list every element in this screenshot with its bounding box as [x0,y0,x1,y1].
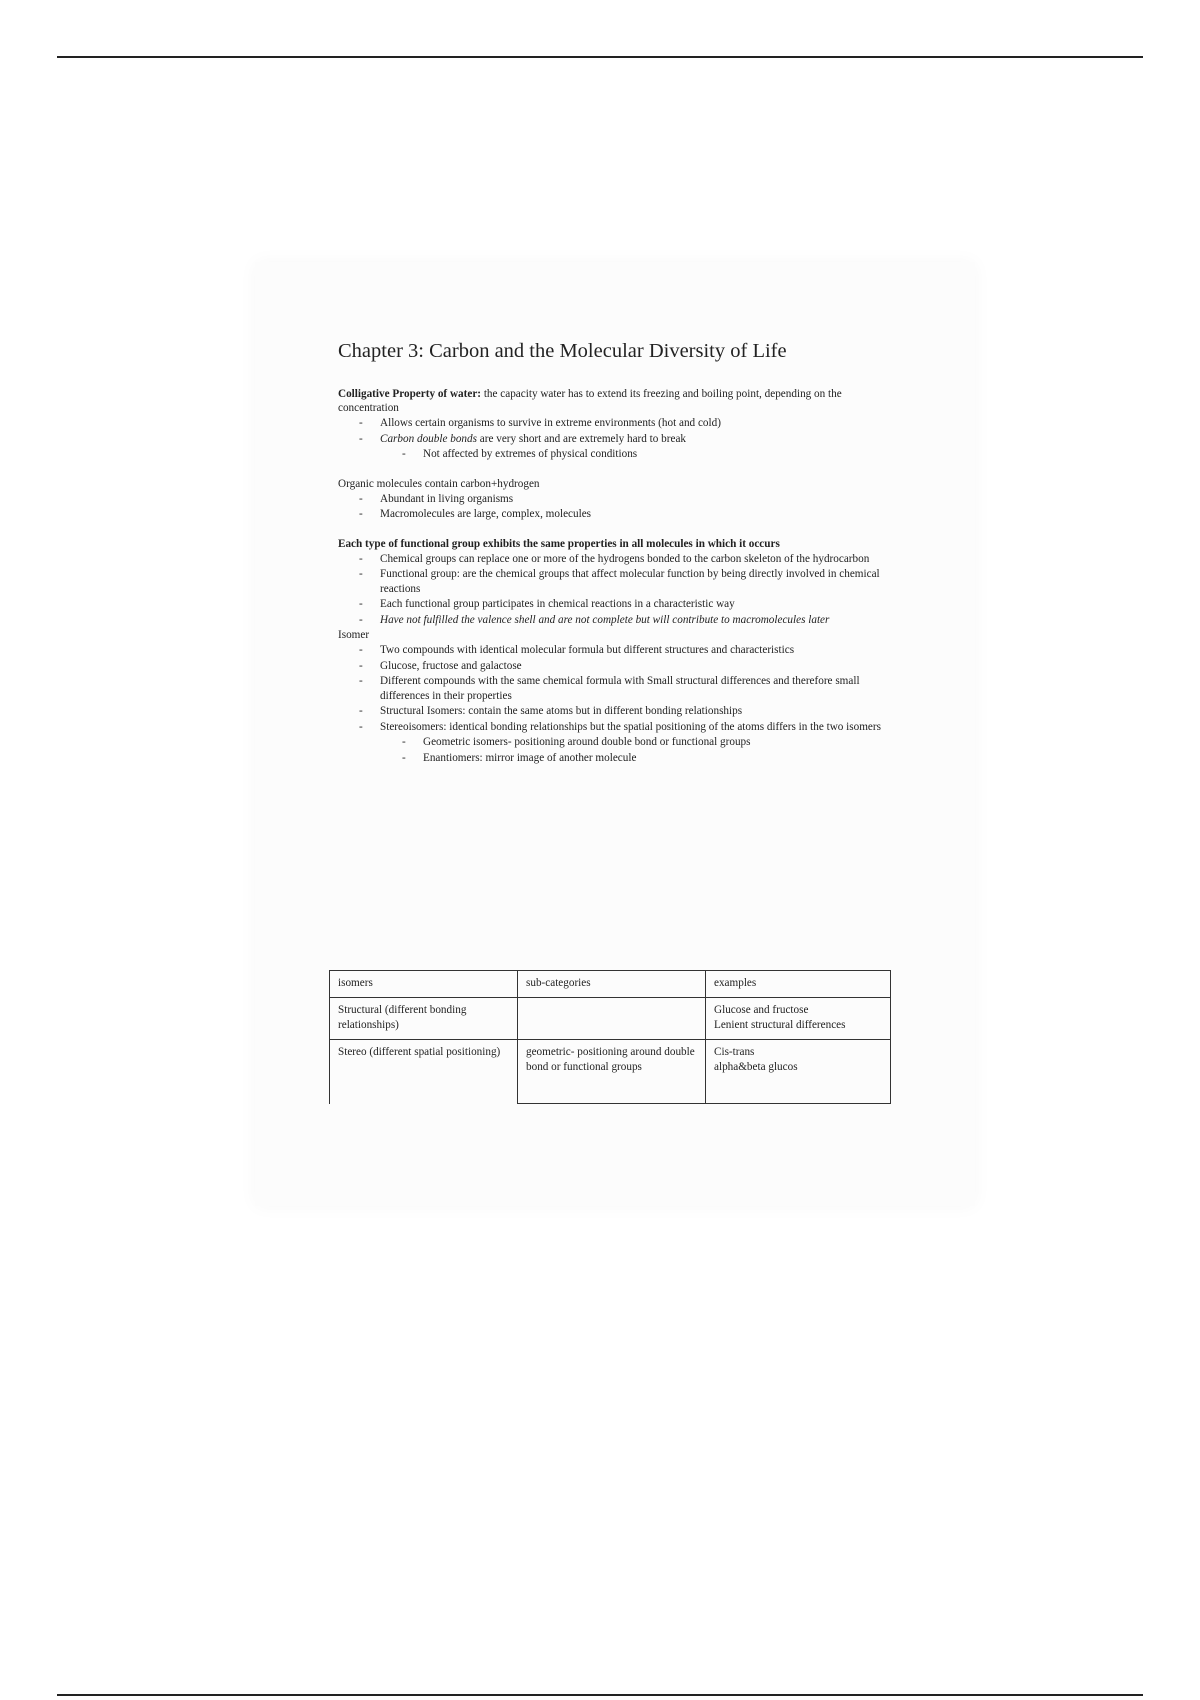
table-cell: Stereo (different spatial positioning) [330,1040,518,1104]
table-header-cell: sub-categories [518,971,706,998]
isomer-sublist [380,735,904,765]
list-item: - Structural Isomers: contain the same atoms but in different bonding relationships [359,704,904,719]
isomer-list [338,643,904,765]
organic-section [338,477,904,522]
list-item [359,720,904,766]
list-item: - Abundant in living organisms [359,492,904,507]
top-rule [57,56,1143,58]
organic-heading: Organic molecules contain carbon+hydrogen [338,477,540,490]
list-item-text: Stereoisomers: identical bonding relationships but the spatial positioning of the atoms differs in the two isomers [380,720,881,733]
table-cell: Glucose and fructose Lenient structural differences [706,998,891,1040]
list-item: - Glucose, fructose and galactose [359,659,904,674]
colligative-text: the capacity water has to extend its freezing and boiling point, depending on the concentration [338,388,842,414]
organic-list [338,492,904,522]
list-item: - Macromolecules are large, complex, molecules [359,507,904,522]
colligative-term: Colligative Property of water: [338,388,482,400]
table-header-cell: examples [706,971,891,998]
table-header-cell: isomers [330,971,518,998]
table-header-row [330,971,891,998]
functional-heading: Each type of functional group exhibits the same properties in all molecules in which it occurs [338,537,780,550]
bottom-rule [57,1694,1143,1696]
list-item [359,432,904,462]
list-item: - Two compounds with identical molecular formula but different structures and characteristics [359,643,904,658]
table-cell: Cis-trans alpha&beta glucos [706,1040,891,1104]
italic-term: Carbon double bonds [380,432,477,445]
functional-list [338,552,904,628]
isomer-section [338,628,904,765]
list-item: - Geometric isomers- positioning around double bond or functional groups [402,735,904,750]
colligative-list [338,416,904,462]
table-cell [518,998,706,1040]
table-row [330,998,891,1040]
colligative-section [338,387,904,462]
list-item: - Each functional group participates in chemical reactions in a characteristic way [359,597,904,612]
list-item: - Chemical groups can replace one or more of the hydrogens bonded to the carbon skeleton of the hydrocarbon [359,552,904,567]
list-item: - Different compounds with the same chemical formula with Small structural differences and therefore small differences in their properties [359,674,904,703]
colligative-sublist [380,447,904,462]
list-item: - Have not fulfilled the valence shell and are not complete but will contribute to macromolecules later [359,613,904,628]
colligative-definition [338,387,904,415]
document-content [338,340,904,766]
table-cell: Structural (different bonding relationships) [330,998,518,1040]
table-row [330,1040,891,1104]
list-item: - Functional group: are the chemical groups that affect molecular function by being directly involved in chemical reactions [359,567,904,596]
list-item: - Enantiomers: mirror image of another molecule [402,751,904,766]
list-item: - Allows certain organisms to survive in extreme environments (hot and cold) [359,416,904,431]
table-cell: geometric- positioning around double bond or functional groups [518,1040,706,1104]
page-title: Chapter 3: Carbon and the Molecular Diversity of Life [338,340,787,362]
isomers-table [329,970,891,1104]
isomer-heading: Isomer [338,629,370,641]
list-item: - Not affected by extremes of physical conditions [402,447,904,462]
list-item-text: are very short and are extremely hard to break [476,432,687,445]
functional-section [338,537,904,628]
